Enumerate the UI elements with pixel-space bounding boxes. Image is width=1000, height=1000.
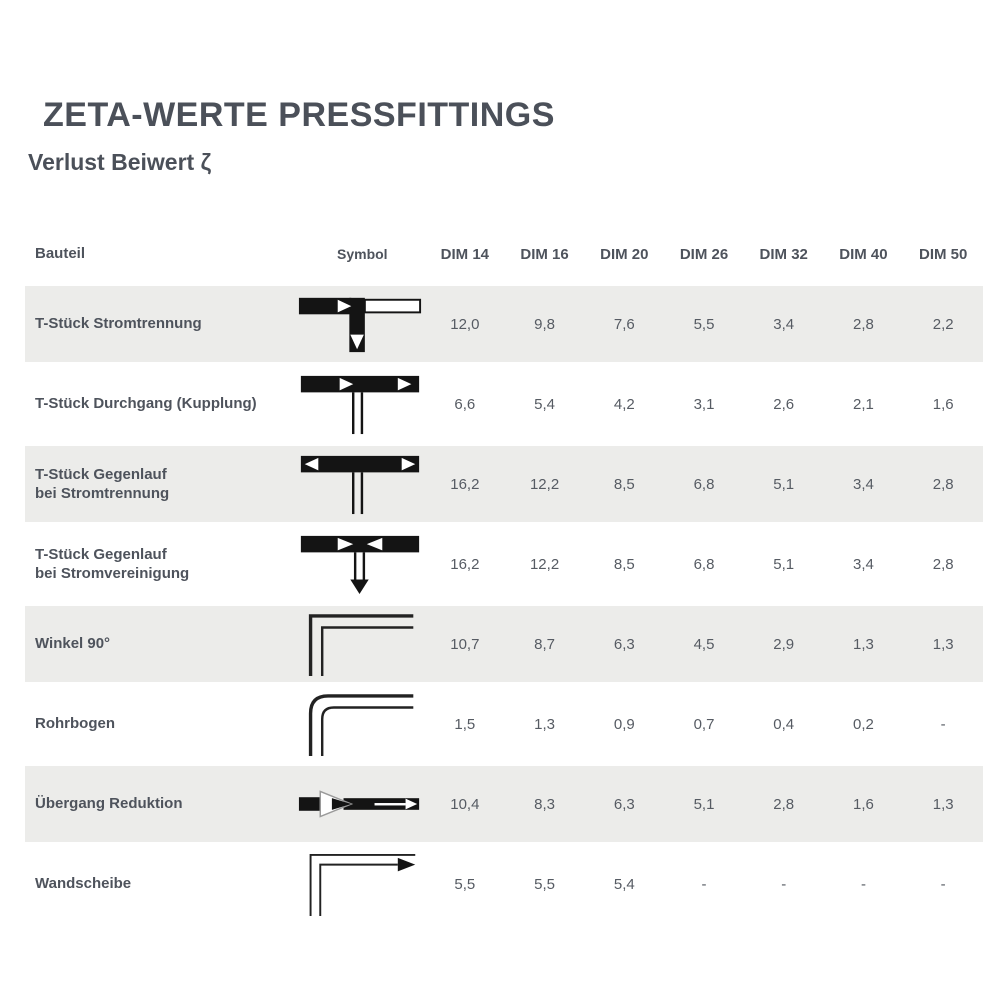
- table-row: [25, 606, 983, 682]
- zeta-value: 2,1: [853, 395, 874, 413]
- zeta-value: 0,2: [853, 715, 874, 733]
- zeta-value: 2,6: [773, 395, 795, 413]
- zeta-value: 8,5: [613, 475, 635, 493]
- t-piece-straight-coupling-icon: [295, 372, 425, 436]
- reducer-transition-icon: [295, 784, 425, 824]
- table-row: [25, 686, 983, 762]
- zeta-value: 12,0: [450, 315, 480, 333]
- zeta-value: 5,5: [693, 315, 715, 333]
- t-piece-counterflow-merging-icon: [295, 532, 425, 596]
- zeta-value: 7,6: [613, 315, 635, 333]
- table-header-row: [25, 234, 983, 274]
- zeta-value: 6,8: [693, 475, 715, 493]
- table-row: [25, 766, 983, 842]
- zeta-value: 5,1: [773, 555, 795, 573]
- elbow-90-icon: [295, 612, 425, 676]
- zeta-value: 0,7: [693, 715, 715, 733]
- zeta-value: -: [701, 875, 707, 893]
- zeta-value: 3,4: [853, 555, 874, 573]
- page-title: ZETA-WERTE PRESSFITTINGS: [43, 96, 555, 134]
- component-name: T-Stück Durchgang (Kupplung): [35, 395, 257, 413]
- page-subtitle: Verlust Beiwert ζ: [28, 149, 212, 175]
- zeta-value: 3,4: [773, 315, 795, 333]
- zeta-value: 8,3: [534, 795, 555, 813]
- zeta-value: 0,9: [613, 715, 635, 733]
- zeta-value: 5,4: [613, 875, 635, 893]
- table-row: [25, 846, 983, 922]
- zeta-value: 3,1: [693, 395, 715, 413]
- zeta-value: 1,6: [853, 795, 874, 813]
- column-header-dim40: DIM 40: [839, 245, 888, 263]
- zeta-value: 16,2: [450, 475, 480, 493]
- component-name: Winkel 90°: [35, 635, 111, 653]
- zeta-value: 6,3: [613, 635, 635, 653]
- component-name: T-Stück Gegenlauf bei Stromtrennung: [35, 465, 170, 502]
- table-row: [25, 366, 983, 442]
- wall-plate-elbow-icon: [295, 852, 425, 916]
- column-header-dim50: DIM 50: [918, 245, 968, 263]
- column-header-dim26: DIM 26: [679, 245, 729, 263]
- zeta-value: 12,2: [529, 555, 560, 573]
- zeta-value: 9,8: [534, 315, 555, 333]
- zeta-value: 10,4: [450, 795, 480, 813]
- zeta-value: 3,4: [853, 475, 874, 493]
- component-name: Übergang Reduktion: [35, 795, 183, 813]
- zeta-value: 2,8: [853, 315, 874, 333]
- zeta-value: 1,6: [932, 395, 954, 413]
- zeta-value: 1,3: [932, 795, 954, 813]
- zeta-value: 0,4: [773, 715, 795, 733]
- component-name: Wandscheibe: [35, 875, 132, 893]
- zeta-value: 5,5: [534, 875, 555, 893]
- zeta-value: -: [781, 875, 787, 893]
- zeta-value: -: [940, 715, 946, 733]
- table-row: [25, 526, 983, 602]
- zeta-value: 6,3: [613, 795, 635, 813]
- zeta-value: 8,5: [613, 555, 635, 573]
- zeta-value: 2,8: [773, 795, 795, 813]
- column-header-dim32: DIM 32: [759, 245, 808, 263]
- t-piece-counterflow-separation-icon: [295, 452, 425, 516]
- zeta-value: 12,2: [529, 475, 560, 493]
- zeta-value: 5,1: [773, 475, 795, 493]
- column-header-bauteil: Bauteil: [35, 245, 86, 263]
- component-name: Rohrbogen: [35, 715, 115, 733]
- column-header-dim20: DIM 20: [600, 245, 649, 263]
- zeta-value: 2,8: [932, 475, 954, 493]
- pipe-bend-icon: [295, 692, 425, 756]
- zeta-value: 10,7: [450, 635, 480, 653]
- zeta-value: -: [860, 875, 866, 893]
- zeta-value: 5,1: [693, 795, 715, 813]
- zeta-value: 5,5: [454, 875, 476, 893]
- component-name: T-Stück Stromtrennung: [35, 315, 202, 333]
- zeta-value: 2,2: [932, 315, 954, 333]
- column-header-dim14: DIM 14: [440, 245, 490, 263]
- component-name: T-Stück Gegenlauf bei Stromvereinigung: [35, 545, 190, 582]
- table-row: [25, 446, 983, 522]
- zeta-value: 1,3: [534, 715, 555, 733]
- zeta-value: 1,3: [853, 635, 874, 653]
- zeta-value: 1,3: [932, 635, 954, 653]
- zeta-value: 6,8: [693, 555, 715, 573]
- zeta-value: 4,2: [613, 395, 635, 413]
- table-row: [25, 286, 983, 362]
- zeta-value: 16,2: [450, 555, 480, 573]
- column-header-dim16: DIM 16: [520, 245, 569, 263]
- zeta-value: 6,6: [454, 395, 476, 413]
- t-piece-flow-separation-icon: [295, 292, 425, 356]
- zeta-value: 4,5: [693, 635, 715, 653]
- zeta-value: 2,8: [932, 555, 954, 573]
- zeta-value: 8,7: [534, 635, 555, 653]
- zeta-value: 5,4: [534, 395, 555, 413]
- column-header-symbol: Symbol: [337, 246, 388, 262]
- zeta-value: 2,9: [773, 635, 795, 653]
- zeta-values-table: [25, 234, 983, 922]
- zeta-value: -: [940, 875, 946, 893]
- zeta-value: 1,5: [454, 715, 476, 733]
